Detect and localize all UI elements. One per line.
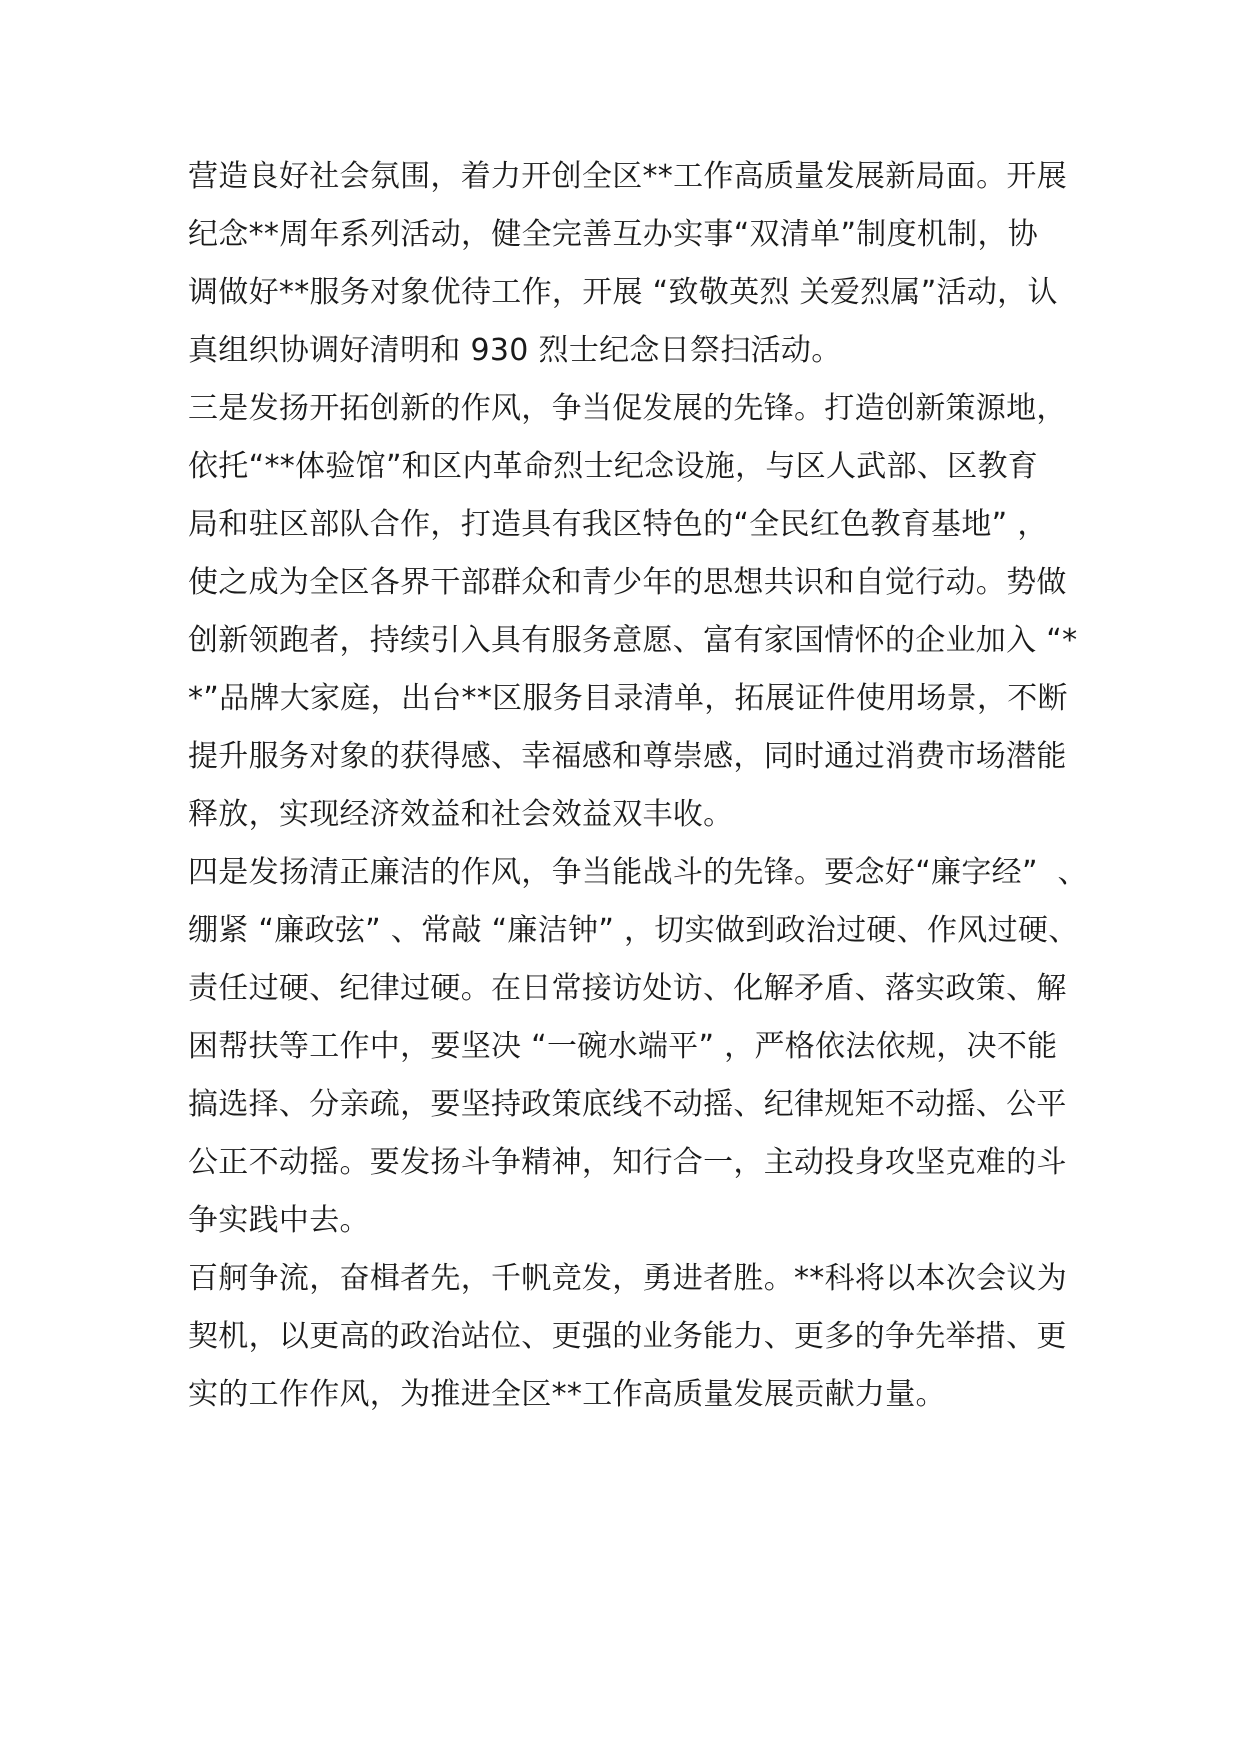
text-line: 契机，以更高的政治站位、更强的业务能力、更多的争先举措、更 <box>188 1319 1067 1354</box>
text-line: 困帮扶等工作中，要坚决 “一碗水端平” ，严格依法依规，决不能 <box>188 1029 1058 1064</box>
text-line: 纪念**周年系列活动，健全完善互办实事“双清单”制度机制，协 <box>188 217 1039 252</box>
text-line: 四是发扬清正廉洁的作风，争当能战斗的先锋。要念好“廉字经” 、 <box>188 855 1088 890</box>
text-line: 百舸争流，奋楫者先，千帆竞发，勇进者胜。**科将以本次会议为 <box>188 1261 1067 1296</box>
text-line: 提升服务对象的获得感、幸福感和尊崇感，同时通过消费市场潜能 <box>188 739 1067 774</box>
text-line: 绷紧 “廉政弦” 、常敲 “廉洁钟” ，切实做到政治过硬、作风过硬、 <box>188 913 1079 948</box>
text-line: 释放，实现经济效益和社会效益双丰收。 <box>188 797 734 832</box>
text-line: 创新领跑者，持续引入具有服务意愿、富有家国情怀的企业加入 “* <box>188 623 1078 658</box>
text-line: 调做好**服务对象优待工作，开展 “致敬英烈 关爱烈属”活动，认 <box>188 275 1058 310</box>
text-line: 依托“**体验馆”和区内革命烈士纪念设施，与区人武部、区教育 <box>188 449 1039 484</box>
text-line: 局和驻区部队合作，打造具有我区特色的“全民红色教育基地” ， <box>188 507 1048 542</box>
text-line: 营造良好社会氛围，着力开创全区**工作高质量发展新局面。开展 <box>188 159 1067 194</box>
text-line: 真组织协调好清明和 930 烈士纪念日祭扫活动。 <box>188 333 842 368</box>
text-line: 实的工作作风，为推进全区**工作高质量发展贡献力量。 <box>188 1377 946 1412</box>
text-line: *”品牌大家庭，出台**区服务目录清单，拓展证件使用场景，不断 <box>188 681 1068 716</box>
text-line: 责任过硬、纪律过硬。在日常接访处访、化解矛盾、落实政策、解 <box>188 971 1067 1006</box>
text-line: 争实践中去。 <box>188 1203 370 1238</box>
text-line: 使之成为全区各界干部群众和青少年的思想共识和自觉行动。势做 <box>188 565 1067 600</box>
text-line: 搞选择、分亲疏，要坚持政策底线不动摇、纪律规矩不动摇、公平 <box>188 1087 1067 1122</box>
text-line: 公正不动摇。要发扬斗争精神，知行合一，主动投身攻坚克难的斗 <box>188 1145 1067 1180</box>
text-line: 三是发扬开拓创新的作风，争当促发展的先锋。打造创新策源地， <box>188 391 1067 426</box>
